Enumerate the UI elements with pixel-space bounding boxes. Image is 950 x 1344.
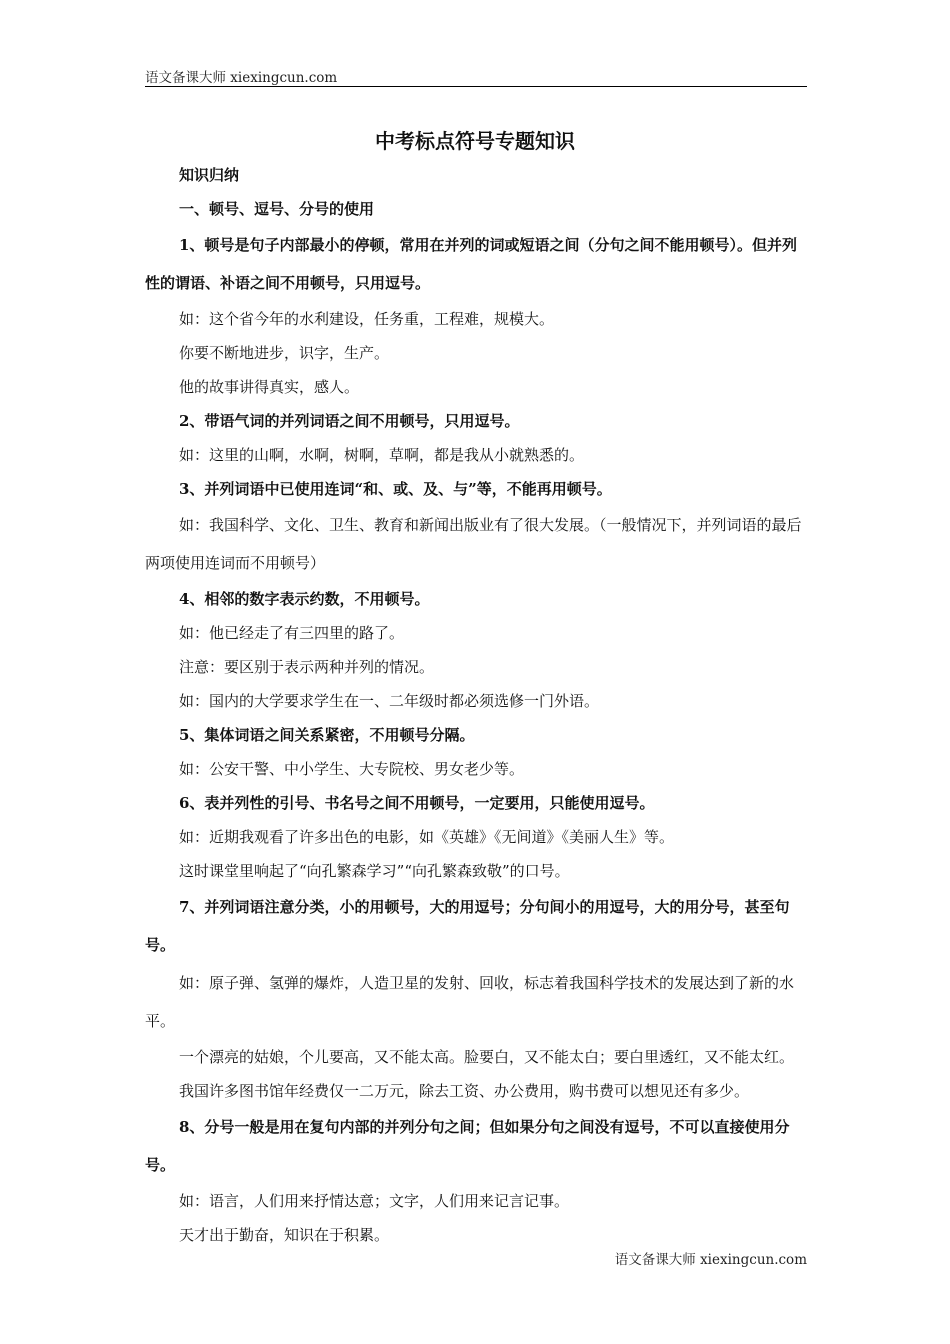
section-heading: 8、分号一般是用在复句内部的并列分句之间；但如果分句之间没有逗号，不可以直接使用分号。	[145, 1118, 790, 1174]
section-heading: 7、并列词语注意分类，小的用顿号，大的用逗号；分句间小的用逗号，大的用分号，甚至句号。	[145, 898, 790, 954]
section-heading: 3、并列词语中已使用连词“和、或、及、与”等，不能再用顿号。	[179, 480, 612, 498]
section-heading: 2、带语气词的并列词语之间不用顿号，只用逗号。	[179, 412, 520, 430]
body-paragraph: 如：这里的山啊，水啊，树啊，草啊，都是我从小就熟悉的。	[179, 446, 585, 464]
body-paragraph: 这时课堂里响起了“向孔繁森学习”“向孔繁森致敬”的口号。	[179, 862, 570, 880]
section-heading: 1、顿号是句子内部最小的停顿，常用在并列的词或短语之间（分句之间不能用顿号）。但并列性的谓语、补语之间不用顿号，只用逗号。	[145, 236, 797, 292]
section-heading: 4、相邻的数字表示约数，不用顿号。	[179, 590, 430, 608]
body-paragraph: 天才出于勤奋，知识在于积累。	[179, 1226, 390, 1244]
document-title: 中考标点符号专题知识	[375, 129, 575, 153]
page-header: 语文备课大师 xiexingcun.com	[145, 70, 338, 86]
section-heading: 5、集体词语之间关系紧密，不用顿号分隔。	[179, 726, 475, 744]
section-heading: 知识归纳	[179, 166, 240, 184]
body-paragraph: 如：公安干警、中小学生、大专院校、男女老少等。	[179, 760, 525, 778]
document-body	[145, 158, 810, 1252]
section-heading: 6、表并列性的引号、书名号之间不用顿号，一定要用，只能使用逗号。	[179, 794, 655, 812]
body-paragraph: 他的故事讲得真实，感人。	[179, 378, 360, 396]
page-footer: 语文备课大师 xiexingcun.com	[614, 1252, 807, 1268]
body-paragraph: 如：原子弹、氢弹的爆炸，人造卫星的发射、回收，标志着我国科学技术的发展达到了新的水平。	[145, 974, 795, 1030]
header-divider	[145, 86, 807, 87]
body-paragraph: 我国许多图书馆年经费仅一二万元，除去工资、办公费用，购书费可以想见还有多少。	[179, 1082, 750, 1100]
body-paragraph: 如：国内的大学要求学生在一、二年级时都必须选修一门外语。	[179, 692, 600, 710]
body-paragraph: 如：语言，人们用来抒情达意；文字，人们用来记言记事。	[179, 1192, 570, 1210]
body-paragraph: 一个漂亮的姑娘，个儿要高，又不能太高。脸要白，又不能太白；要白里透红，又不能太红。	[179, 1048, 795, 1066]
body-paragraph: 如：他已经走了有三四里的路了。	[179, 624, 405, 642]
body-paragraph: 注意：要区别于表示两种并列的情况。	[179, 658, 435, 676]
body-paragraph: 如：这个省今年的水利建设，任务重，工程难，规模大。	[179, 310, 555, 328]
section-heading: 一、顿号、逗号、分号的使用	[179, 200, 375, 218]
body-paragraph: 如：我国科学、文化、卫生、教育和新闻出版业有了很大发展。（一般情况下，并列词语的最后两项使用连词而不用顿号）	[145, 516, 802, 572]
body-paragraph: 如：近期我观看了许多出色的电影，如《英雄》《无间道》《美丽人生》等。	[179, 828, 675, 846]
body-paragraph: 你要不断地进步，识字，生产。	[179, 344, 390, 362]
